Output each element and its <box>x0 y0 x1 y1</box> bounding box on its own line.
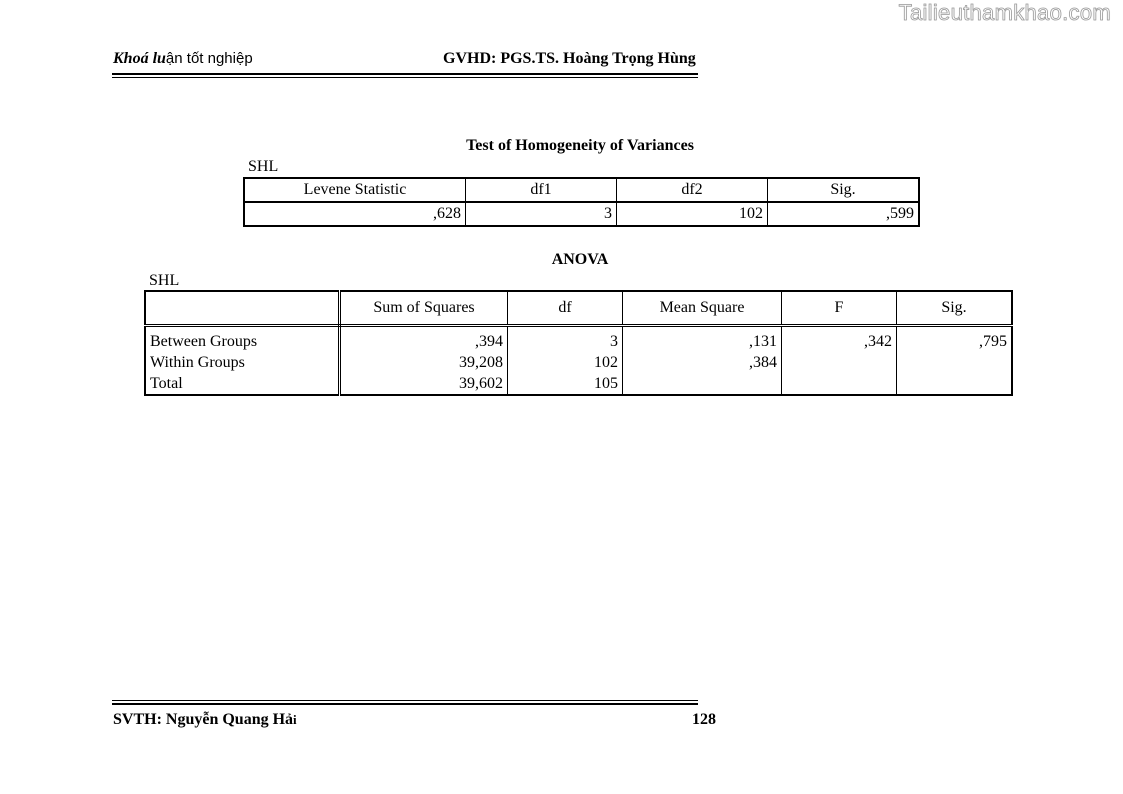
header-thesis-label <box>113 50 253 68</box>
anova-row-label: Total <box>145 373 340 395</box>
levene-variable-label: SHL <box>248 158 279 175</box>
levene-statistic-value: ,628 <box>244 202 466 226</box>
anova-row-label: Between Groups <box>145 326 340 353</box>
levene-col-df2: df2 <box>617 178 768 202</box>
levene-df2-value: 102 <box>617 202 768 226</box>
levene-df1-value: 3 <box>466 202 617 226</box>
anova-df-value: 105 <box>508 373 623 395</box>
anova-sig-value <box>897 352 1013 373</box>
page-number: 128 <box>692 711 716 728</box>
anova-ss-value: 39,208 <box>340 352 508 373</box>
anova-f-value <box>782 373 897 395</box>
header-thesis-label-italic: Khoá lu <box>113 50 166 67</box>
anova-col-f: F <box>782 291 897 326</box>
footer-rule-thick <box>112 703 698 705</box>
anova-ss-value: ,394 <box>340 326 508 353</box>
header-thesis-label-rest: ận tốt nghiệp <box>165 50 253 67</box>
levene-col-df1: df1 <box>466 178 617 202</box>
anova-ss-value: 39,602 <box>340 373 508 395</box>
levene-header-row <box>244 178 919 202</box>
watermark: Tailieuthamkhao.com <box>898 0 1111 25</box>
levene-table <box>243 177 920 227</box>
anova-df-value: 102 <box>508 352 623 373</box>
anova-row-between-groups <box>145 326 1012 353</box>
levene-value-row <box>244 202 919 226</box>
anova-ms-value: ,131 <box>623 326 782 353</box>
anova-col-blank <box>145 291 340 326</box>
header-rule-thick <box>112 73 698 75</box>
anova-variable-label: SHL <box>149 272 180 289</box>
anova-ms-value: ,384 <box>623 352 782 373</box>
levene-col-statistic: Levene Statistic <box>244 178 466 202</box>
anova-df-value: 3 <box>508 326 623 353</box>
anova-ms-value <box>623 373 782 395</box>
anova-row-within-groups <box>145 352 1012 373</box>
header-rule-thin <box>112 77 698 78</box>
footer-student <box>113 711 297 729</box>
anova-row-total <box>145 373 1012 395</box>
anova-col-sig: Sig. <box>897 291 1013 326</box>
footer-student-main: SVTH: Nguyễn Quang Hả <box>113 711 294 728</box>
anova-col-mean-square: Mean Square <box>623 291 782 326</box>
anova-row-label: Within Groups <box>145 352 340 373</box>
anova-header-row <box>145 291 1012 326</box>
levene-col-sig: Sig. <box>768 178 920 202</box>
levene-sig-value: ,599 <box>768 202 920 226</box>
footer-rule-thin <box>112 700 698 701</box>
levene-table-title: Test of Homogeneity of Variances <box>466 137 694 154</box>
anova-f-value: ,342 <box>782 326 897 353</box>
anova-table-title: ANOVA <box>551 251 609 268</box>
footer-student-tail: i <box>293 712 297 727</box>
anova-f-value <box>782 352 897 373</box>
anova-col-sum-of-squares: Sum of Squares <box>340 291 508 326</box>
anova-sig-value: ,795 <box>897 326 1013 353</box>
anova-sig-value <box>897 373 1013 395</box>
anova-table <box>144 290 1013 396</box>
header-advisor: GVHD: PGS.TS. Hoàng Trọng Hùng <box>443 50 696 67</box>
anova-col-df: df <box>508 291 623 326</box>
